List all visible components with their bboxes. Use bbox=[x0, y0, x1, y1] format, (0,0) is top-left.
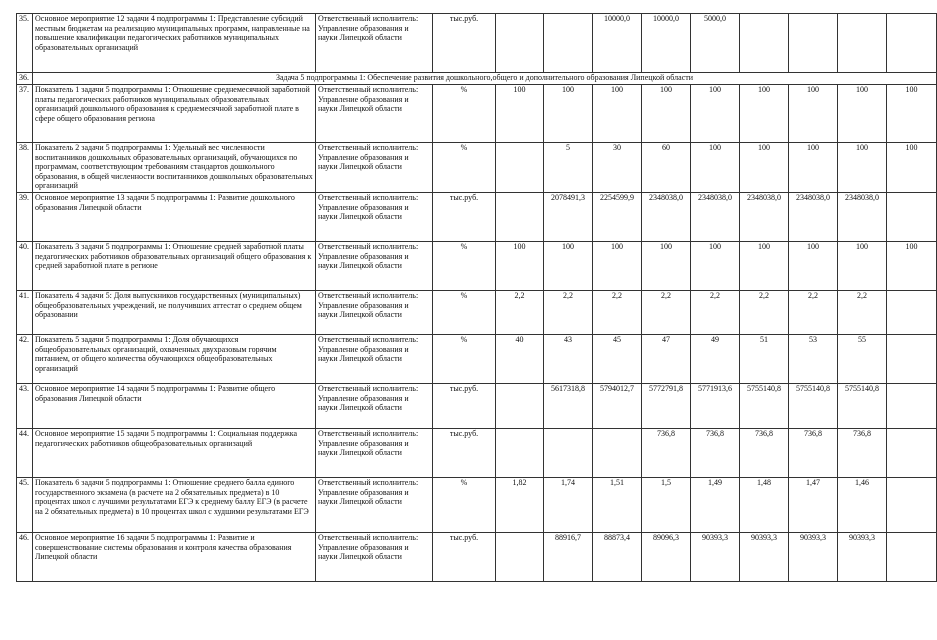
value-cell: 10000,0 bbox=[593, 14, 642, 73]
responsible-executor: Ответственный исполнитель: Управление образования и науки Липецкой области bbox=[316, 291, 433, 335]
row-number: 36. bbox=[17, 73, 33, 85]
responsible-executor: Ответственный исполнитель: Управление образования и науки Липецкой области bbox=[316, 14, 433, 73]
unit-of-measure: % bbox=[433, 143, 496, 193]
value-cell: 100 bbox=[887, 242, 937, 291]
value-cell: 2,2 bbox=[789, 291, 838, 335]
table-row bbox=[17, 384, 937, 429]
value-cell: 2,2 bbox=[544, 291, 593, 335]
value-cell: 88916,7 bbox=[544, 533, 593, 582]
row-number: 39. bbox=[17, 193, 33, 242]
indicator-name: Основное мероприятие 13 задачи 5 подпрограммы 1: Развитие дошкольного образования Липецкой области bbox=[33, 193, 316, 242]
document-page bbox=[16, 13, 918, 582]
responsible-executor: Ответственный исполнитель: Управление образования и науки Липецкой области bbox=[316, 429, 433, 478]
indicator-name: Показатель 1 задачи 5 подпрограммы 1: Отношение среднемесячной заработной платы педагогических работников муниципальных образовательных организаций дошкольного образования к среднемесячной заработной плате в сфере общего образования региона bbox=[33, 85, 316, 143]
value-cell bbox=[544, 14, 593, 73]
value-cell: 2348038,0 bbox=[642, 193, 691, 242]
value-cell: 736,8 bbox=[838, 429, 887, 478]
value-cell: 100 bbox=[740, 242, 789, 291]
value-cell bbox=[789, 14, 838, 73]
value-cell: 100 bbox=[544, 85, 593, 143]
value-cell: 2348038,0 bbox=[838, 193, 887, 242]
unit-of-measure: тыс.руб. bbox=[433, 193, 496, 242]
indicator-name: Основное мероприятие 14 задачи 5 подпрограммы 1: Развитие общего образования Липецкой области bbox=[33, 384, 316, 429]
value-cell: 100 bbox=[593, 85, 642, 143]
value-cell: 5772791,8 bbox=[642, 384, 691, 429]
value-cell: 2,2 bbox=[740, 291, 789, 335]
row-number: 40. bbox=[17, 242, 33, 291]
value-cell bbox=[496, 14, 544, 73]
table-row bbox=[17, 533, 937, 582]
value-cell bbox=[838, 14, 887, 73]
value-cell: 2,2 bbox=[496, 291, 544, 335]
value-cell: 5755140,8 bbox=[740, 384, 789, 429]
unit-of-measure: % bbox=[433, 85, 496, 143]
value-cell: 47 bbox=[642, 335, 691, 384]
table-body bbox=[17, 14, 937, 582]
value-cell: 100 bbox=[740, 85, 789, 143]
row-number: 35. bbox=[17, 14, 33, 73]
value-cell: 100 bbox=[496, 242, 544, 291]
value-cell: 2,2 bbox=[838, 291, 887, 335]
value-cell: 90393,3 bbox=[740, 533, 789, 582]
value-cell: 100 bbox=[789, 85, 838, 143]
value-cell: 1,49 bbox=[691, 478, 740, 533]
value-cell: 100 bbox=[789, 143, 838, 193]
value-cell: 90393,3 bbox=[838, 533, 887, 582]
value-cell: 2254599,9 bbox=[593, 193, 642, 242]
value-cell: 49 bbox=[691, 335, 740, 384]
value-cell bbox=[496, 143, 544, 193]
value-cell: 100 bbox=[496, 85, 544, 143]
responsible-executor: Ответственный исполнитель: Управление образования и науки Липецкой области bbox=[316, 85, 433, 143]
value-cell: 100 bbox=[838, 143, 887, 193]
table-row bbox=[17, 478, 937, 533]
value-cell: 2,2 bbox=[691, 291, 740, 335]
value-cell: 30 bbox=[593, 143, 642, 193]
value-cell: 5 bbox=[544, 143, 593, 193]
table-row bbox=[17, 85, 937, 143]
responsible-executor: Ответственный исполнитель: Управление образования и науки Липецкой области bbox=[316, 335, 433, 384]
value-cell bbox=[887, 533, 937, 582]
value-cell: 90393,3 bbox=[691, 533, 740, 582]
value-cell bbox=[887, 291, 937, 335]
value-cell: 736,8 bbox=[789, 429, 838, 478]
value-cell: 5000,0 bbox=[691, 14, 740, 73]
value-cell: 736,8 bbox=[740, 429, 789, 478]
value-cell: 100 bbox=[544, 242, 593, 291]
indicator-name: Основное мероприятие 12 задачи 4 подпрограммы 1: Представление субсидий местным бюджетам на реализацию муниципальных программ, направленные на повышение квалификации педагогических работников муниципальных образовательных организаций bbox=[33, 14, 316, 73]
value-cell: 40 bbox=[496, 335, 544, 384]
responsible-executor: Ответственный исполнитель: Управление образования и науки Липецкой области bbox=[316, 193, 433, 242]
value-cell: 100 bbox=[642, 242, 691, 291]
unit-of-measure: тыс.руб. bbox=[433, 14, 496, 73]
responsible-executor: Ответственный исполнитель: Управление образования и науки Липецкой области bbox=[316, 533, 433, 582]
value-cell: 2348038,0 bbox=[691, 193, 740, 242]
value-cell: 5771913,6 bbox=[691, 384, 740, 429]
value-cell bbox=[740, 14, 789, 73]
value-cell: 55 bbox=[838, 335, 887, 384]
value-cell: 1,47 bbox=[789, 478, 838, 533]
value-cell bbox=[496, 193, 544, 242]
value-cell bbox=[544, 429, 593, 478]
value-cell: 1,82 bbox=[496, 478, 544, 533]
value-cell bbox=[887, 429, 937, 478]
value-cell: 10000,0 bbox=[642, 14, 691, 73]
value-cell: 60 bbox=[642, 143, 691, 193]
unit-of-measure: тыс.руб. bbox=[433, 384, 496, 429]
value-cell: 100 bbox=[887, 143, 937, 193]
unit-of-measure: тыс.руб. bbox=[433, 533, 496, 582]
value-cell: 100 bbox=[691, 143, 740, 193]
row-number: 44. bbox=[17, 429, 33, 478]
value-cell bbox=[496, 429, 544, 478]
value-cell: 1,46 bbox=[838, 478, 887, 533]
responsible-executor: Ответственный исполнитель: Управление образования и науки Липецкой области bbox=[316, 478, 433, 533]
value-cell: 100 bbox=[838, 242, 887, 291]
value-cell: 51 bbox=[740, 335, 789, 384]
value-cell bbox=[593, 429, 642, 478]
value-cell: 2078491,3 bbox=[544, 193, 593, 242]
indicator-name: Показатель 3 задачи 5 подпрограммы 1: Отношение средней заработной платы педагогических работников образовательных организаций общего образования к средней заработной плате в регионе bbox=[33, 242, 316, 291]
value-cell: 100 bbox=[691, 242, 740, 291]
value-cell bbox=[887, 335, 937, 384]
value-cell: 1,5 bbox=[642, 478, 691, 533]
value-cell: 5794012,7 bbox=[593, 384, 642, 429]
indicator-name: Показатель 6 задачи 5 подпрограммы 1: Отношение среднего балла единого государственного экзамена (в расчете на 2 обязательных предмета) в 10 процентах школ с лучшими результатами ЕГЭ к среднему баллу ЕГЭ (в расчете на 2 обязательных предмета) в 10 процентах школ с худшими результатами ЕГЭ bbox=[33, 478, 316, 533]
unit-of-measure: % bbox=[433, 478, 496, 533]
value-cell: 2348038,0 bbox=[789, 193, 838, 242]
row-number: 38. bbox=[17, 143, 33, 193]
unit-of-measure: % bbox=[433, 291, 496, 335]
task-row bbox=[17, 73, 937, 85]
value-cell: 100 bbox=[593, 242, 642, 291]
row-number: 41. bbox=[17, 291, 33, 335]
unit-of-measure: тыс.руб. bbox=[433, 429, 496, 478]
value-cell: 100 bbox=[789, 242, 838, 291]
value-cell: 88873,4 bbox=[593, 533, 642, 582]
value-cell: 5755140,8 bbox=[789, 384, 838, 429]
table-row bbox=[17, 143, 937, 193]
value-cell bbox=[496, 384, 544, 429]
value-cell bbox=[887, 193, 937, 242]
value-cell: 100 bbox=[740, 143, 789, 193]
table-row bbox=[17, 14, 937, 73]
unit-of-measure: % bbox=[433, 242, 496, 291]
table-row bbox=[17, 429, 937, 478]
value-cell: 45 bbox=[593, 335, 642, 384]
program-table bbox=[16, 13, 937, 582]
table-row bbox=[17, 291, 937, 335]
value-cell: 100 bbox=[887, 85, 937, 143]
indicator-name: Показатель 5 задачи 5 подпрограммы 1: Доля обучающихся общеобразовательных организаций, охваченных двухразовым горячим питанием, от общего количества обучающихся общеобразовательных организаций bbox=[33, 335, 316, 384]
row-number: 46. bbox=[17, 533, 33, 582]
task-heading: Задача 5 подпрограммы 1: Обеспечение развития дошкольного,общего и дополнительного образования Липецкой области bbox=[33, 73, 937, 85]
value-cell: 90393,3 bbox=[789, 533, 838, 582]
responsible-executor: Ответственный исполнитель: Управление образования и науки Липецкой области bbox=[316, 143, 433, 193]
value-cell: 1,48 bbox=[740, 478, 789, 533]
value-cell: 53 bbox=[789, 335, 838, 384]
unit-of-measure: % bbox=[433, 335, 496, 384]
responsible-executor: Ответственный исполнитель: Управление образования и науки Липецкой области bbox=[316, 384, 433, 429]
indicator-name: Основное мероприятие 15 задачи 5 подпрограммы 1: Социальная поддержка педагогических работников общеобразовательных организаций bbox=[33, 429, 316, 478]
row-number: 45. bbox=[17, 478, 33, 533]
value-cell: 5755140,8 bbox=[838, 384, 887, 429]
table-row bbox=[17, 193, 937, 242]
value-cell: 736,8 bbox=[691, 429, 740, 478]
value-cell bbox=[887, 384, 937, 429]
value-cell: 2,2 bbox=[593, 291, 642, 335]
value-cell: 5617318,8 bbox=[544, 384, 593, 429]
value-cell: 100 bbox=[642, 85, 691, 143]
value-cell bbox=[887, 14, 937, 73]
indicator-name: Основное мероприятие 16 задачи 5 подпрограммы 1: Развитие и совершенствование системы образования и контроля качества образования Липецкой области bbox=[33, 533, 316, 582]
responsible-executor: Ответственный исполнитель: Управление образования и науки Липецкой области bbox=[316, 242, 433, 291]
value-cell bbox=[887, 478, 937, 533]
row-number: 42. bbox=[17, 335, 33, 384]
value-cell bbox=[496, 533, 544, 582]
table-row bbox=[17, 335, 937, 384]
value-cell: 1,51 bbox=[593, 478, 642, 533]
row-number: 37. bbox=[17, 85, 33, 143]
value-cell: 100 bbox=[691, 85, 740, 143]
row-number: 43. bbox=[17, 384, 33, 429]
indicator-name: Показатель 4 задачи 5: Доля выпускников государственных (муниципальных) общеобразовательных учреждений, не получивших аттестат о среднем общем образовании bbox=[33, 291, 316, 335]
value-cell: 1,74 bbox=[544, 478, 593, 533]
value-cell: 736,8 bbox=[642, 429, 691, 478]
value-cell: 89096,3 bbox=[642, 533, 691, 582]
value-cell: 2348038,0 bbox=[740, 193, 789, 242]
indicator-name: Показатель 2 задачи 5 подпрограммы 1: Удельный вес численности воспитанников дошкольных образовательных организаций, обучающихся по программам, соответствующим требованиям стандартов дошкольного образования, в общей численности воспитанников дошкольных образовательных организаций bbox=[33, 143, 316, 193]
value-cell: 43 bbox=[544, 335, 593, 384]
value-cell: 100 bbox=[838, 85, 887, 143]
table-row bbox=[17, 242, 937, 291]
value-cell: 2,2 bbox=[642, 291, 691, 335]
